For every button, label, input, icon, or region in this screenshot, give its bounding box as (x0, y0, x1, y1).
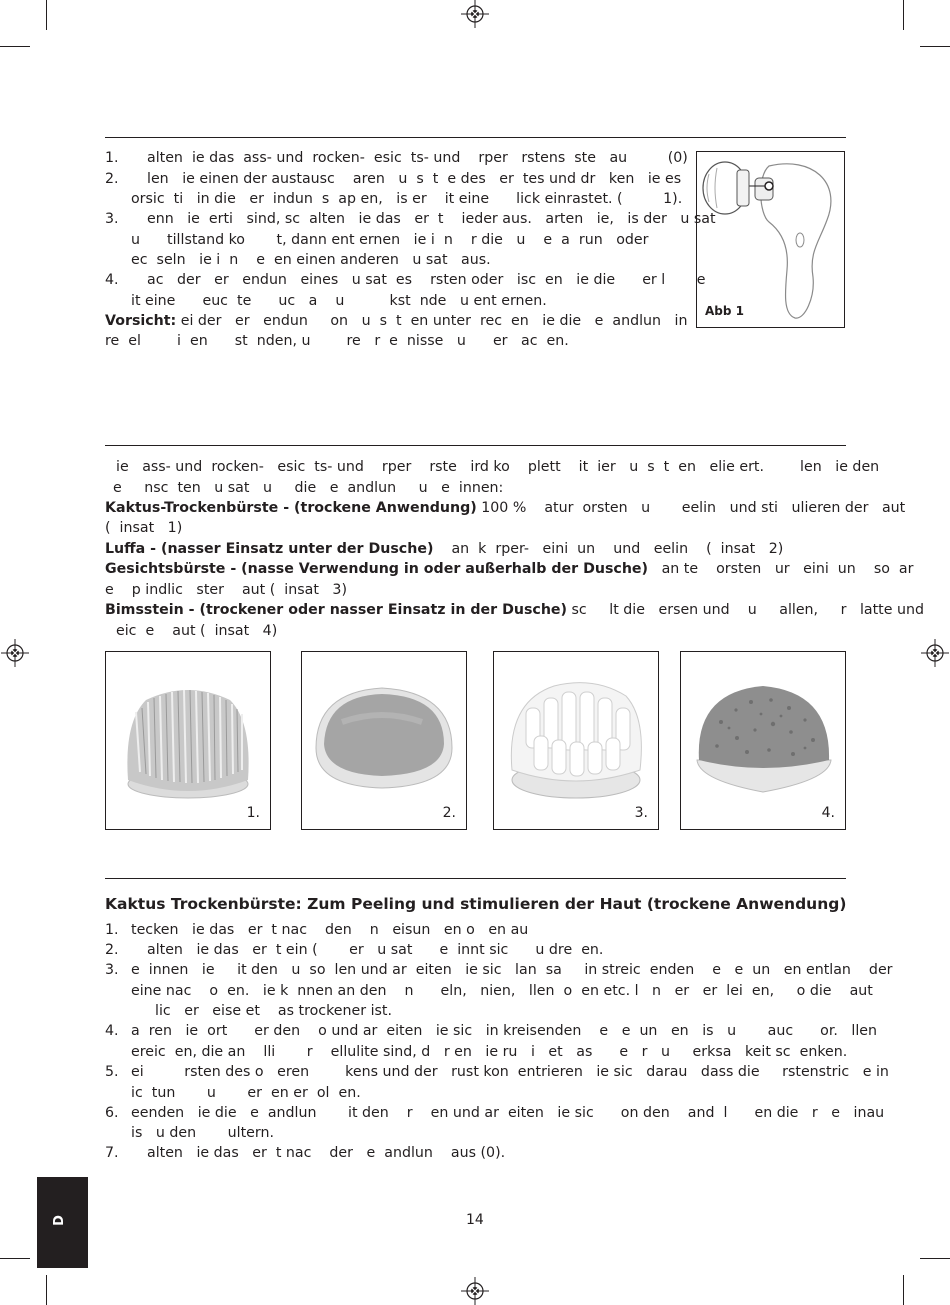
figure-label: Abb 1 (705, 304, 744, 318)
language-tab: D (37, 1177, 88, 1268)
crop-mark (46, 1275, 47, 1305)
figure-number: 2. (442, 805, 456, 821)
attachment-description: Gesichtsbürste - (nasse Verwendung in oder außerhalb der Dusche) an te orsten ur eini un so ar (105, 561, 914, 577)
section-divider (105, 137, 846, 138)
registration-mark-icon (461, 0, 489, 28)
list-item-continuation: u tillstand ko t, dann ent ernen ie i n r die u e a run oder (131, 232, 649, 248)
attachment-description: Kaktus-Trockenbürste - (trockene Anwendung) 100 % atur orsten u eelin und sti ulieren der aut (105, 500, 906, 516)
intro-text: e nsc ten u sat u die e andlun u e innen: (113, 480, 504, 496)
list-item: 7. alten ie das er t nac der e andlun aus (0). (105, 1145, 506, 1161)
list-item-continuation: ec seln ie i n e en einen anderen u sat aus. (131, 252, 491, 268)
list-item-continuation: is u den ultern. (131, 1125, 274, 1141)
list-item-continuation: lic er eise et as trockener ist. (155, 1003, 393, 1019)
list-item: 4. ac der er endun eines u sat es rsten oder isc en ie die er l e (105, 272, 706, 288)
loofah-sponge-icon (302, 652, 466, 829)
pumice-stone-icon (681, 652, 845, 829)
attachment-description: Bimsstein - (trockener oder nasser Einsatz in der Dusche) sc lt die ersen und u allen, r latte und (105, 602, 924, 618)
list-item-continuation: ic tun u er en er ol en. (131, 1085, 361, 1101)
list-item: 3. enn ie erti sind, sc alten ie das er t ieder aus. arten ie, is der u sat (105, 211, 716, 227)
facial-brush-icon (494, 652, 658, 829)
attachment-description: e p indlic ster aut ( insat 3) (105, 582, 347, 598)
caution-note-continuation: re el i en st nden, u re r e nisse u er ac en. (105, 333, 569, 349)
crop-mark (920, 1258, 950, 1259)
list-item: 1. alten ie das ass- und rocken- esic ts- und rper rstens ste au (0) (105, 150, 688, 166)
crop-mark (0, 1258, 30, 1259)
list-item: 2. len ie einen der austausc aren u s t e des er tes und dr ken ie es (105, 171, 682, 187)
list-item-continuation: orsic ti in die er indun s ap en, is er it eine lick einrastet. ( 1). (131, 191, 683, 207)
crop-mark (903, 0, 904, 30)
attachment-figure (680, 651, 846, 830)
cactus-brush-icon (106, 652, 270, 829)
cleansing-brush-device-icon (697, 152, 844, 327)
list-item: 6. eenden ie die e andlun it den r en und ar eiten ie sic on den and l en die r e inau (105, 1105, 885, 1121)
crop-mark (0, 46, 30, 47)
list-item: 2. alten ie das er t ein ( er u sat e innt sic u dre en. (105, 942, 604, 958)
figure-number: 3. (634, 805, 648, 821)
section-heading: Kaktus Trockenbürste: Zum Peeling und stimulieren der Haut (trockene Anwendung) (105, 895, 847, 913)
section-divider (105, 445, 846, 446)
registration-mark-icon (461, 1277, 489, 1305)
list-item-continuation: it eine euc te uc a u kst nde u ent ernen. (131, 293, 547, 309)
intro-text: ie ass- und rocken- esic ts- und rper rste ird ko plett it ier u s t en elie ert. len ie den (116, 459, 880, 475)
device-figure (696, 151, 845, 328)
list-item-continuation: ereic en, die an lli r ellulite sind, d r en ie ru i et as e r u erksa keit sc enken. (131, 1044, 848, 1060)
figure-number: 4. (821, 805, 835, 821)
crop-mark (46, 0, 47, 30)
attachment-description: Luffa - (nasser Einsatz unter der Dusche) an k rper- eini un und eelin ( insat 2) (105, 541, 784, 557)
attachment-description: eic e aut ( insat 4) (116, 623, 278, 639)
list-item: 5. ei rsten des o eren kens und der rust kon entrieren ie sic darau dass die rstenstric e in (105, 1064, 889, 1080)
attachment-figure (301, 651, 467, 830)
attachment-figure (493, 651, 659, 830)
list-item-continuation: eine nac o en. ie k nnen an den n eln, nien, llen o en etc. l n er er lei en, o die aut (131, 983, 873, 999)
attachment-figure (105, 651, 271, 830)
registration-mark-icon (1, 639, 29, 667)
page-number: 14 (466, 1212, 484, 1228)
figure-number: 1. (246, 805, 260, 821)
attachment-description: ( insat 1) (105, 520, 183, 536)
registration-mark-icon (921, 639, 949, 667)
crop-mark (920, 46, 950, 47)
section-divider (105, 878, 846, 879)
caution-note: Vorsicht: ei der er endun on u s t en unter rec en ie die e andlun in (105, 313, 688, 329)
crop-mark (903, 1275, 904, 1305)
list-item: 1. tecken ie das er t nac den n eisun en o en au (105, 922, 529, 938)
list-item: 4. a ren ie ort er den o und ar eiten ie sic in kreisenden e e un en is u auc or. llen (105, 1023, 878, 1039)
list-item: 3. e innen ie it den u so len und ar eiten ie sic lan sa in streic enden e e un en entlan der (105, 962, 893, 978)
